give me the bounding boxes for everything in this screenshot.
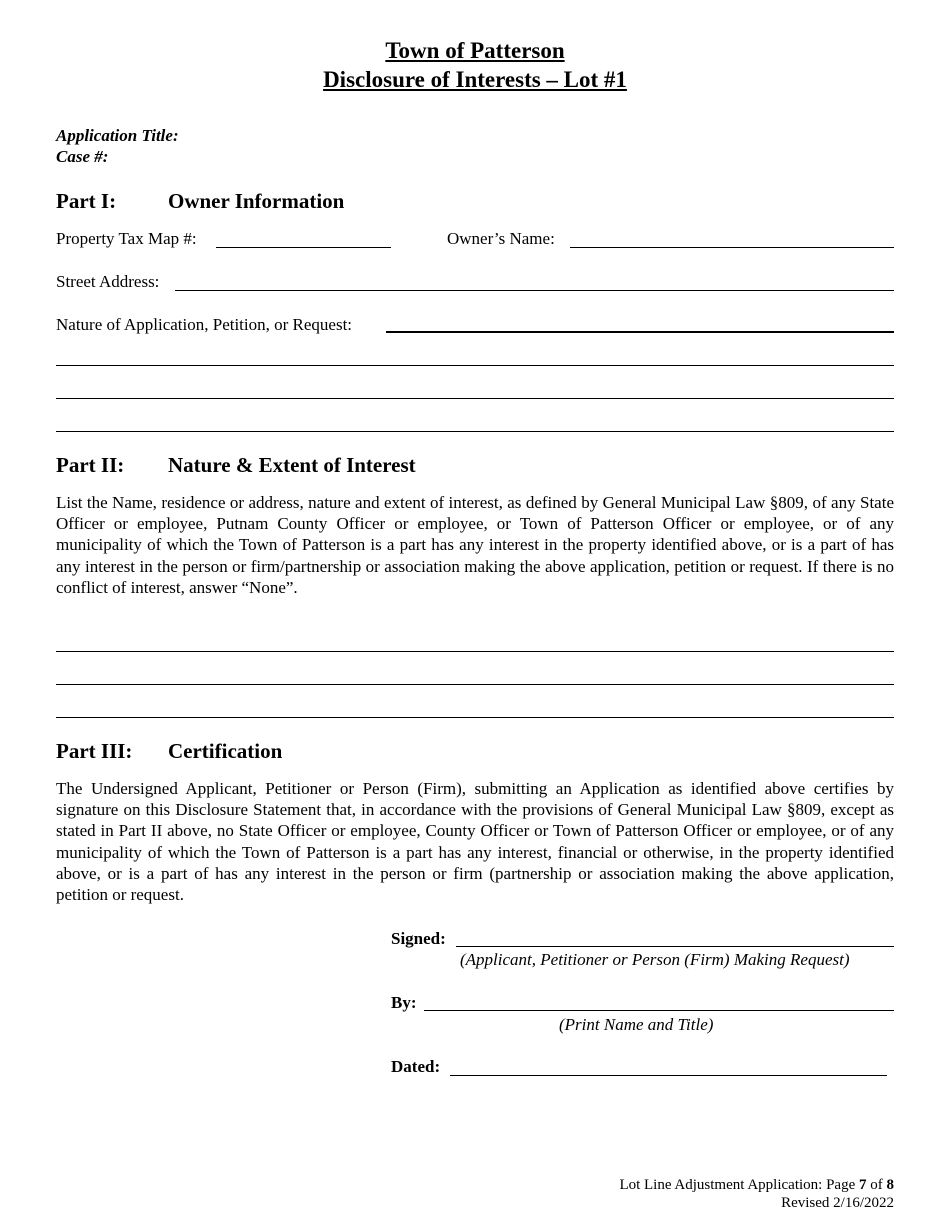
page-footer bbox=[619, 1176, 894, 1212]
nature-line-2[interactable] bbox=[56, 381, 894, 401]
part3-number: Part III: bbox=[56, 739, 133, 763]
signed-field[interactable] bbox=[456, 929, 894, 949]
street-address-label: Street Address: bbox=[56, 272, 160, 291]
page-number bbox=[619, 1176, 894, 1194]
interest-line-3[interactable] bbox=[56, 700, 894, 720]
interest-line-1[interactable] bbox=[56, 634, 894, 654]
page-prefix: Lot Line Adjustment Application: Page bbox=[619, 1177, 859, 1193]
by-label: By: bbox=[391, 993, 417, 1012]
street-address-field[interactable] bbox=[175, 273, 894, 293]
owner-name-label: Owner’s Name: bbox=[447, 229, 555, 248]
revised-date: Revised 2/16/2022 bbox=[781, 1195, 894, 1211]
part1-heading bbox=[56, 189, 456, 214]
case-number-label: Case #: bbox=[56, 147, 109, 166]
page-of: of bbox=[866, 1177, 887, 1193]
by-caption: (Print Name and Title) bbox=[559, 1015, 714, 1034]
town-title-text: Town of Patterson bbox=[385, 38, 565, 63]
nature-of-application-field[interactable] bbox=[386, 315, 894, 335]
part3-statement: The Undersigned Applicant, Petitioner or Person (Firm), submitting an Application as identified above certifies by signature on this Disclosure Statement that, in accordance with the provisions of General Municipal Law §809, except as stated in Part II above, no State Officer or employee, County Officer or Town of Patterson Officer or employee, or of any municipality of which the Town of Patterson is a part has any interest, financial or otherwise, in the property identified above, or is a part of has any interest in the person or firm (partnership or association making the above application, petition or request. bbox=[56, 779, 894, 905]
part2-heading bbox=[56, 453, 556, 478]
part3-name: Certification bbox=[168, 739, 283, 763]
tax-map-label: Property Tax Map #: bbox=[56, 229, 197, 248]
nature-line-3[interactable] bbox=[56, 414, 894, 434]
page-current: 7 bbox=[859, 1177, 867, 1193]
owner-name-field[interactable] bbox=[570, 230, 894, 250]
part2-instructions: List the Name, residence or address, nature and extent of interest, as defined by General Municipal Law §809, of any State Officer or employee, Putnam County Officer or employee, or Town of Patterson Officer or employee, or of any municipality of which the Town of Patterson is a part has any interest in the property identified above, or is a part of has any interest in the person or firm/partnership or association making the above application, petition or request. If there is no conflict of interest, answer “None”. bbox=[56, 493, 894, 597]
signed-caption: (Applicant, Petitioner or Person (Firm) Making Request) bbox=[460, 950, 850, 969]
part2-name: Nature & Extent of Interest bbox=[168, 453, 416, 477]
form-title-text: Disclosure of Interests – Lot #1 bbox=[323, 67, 627, 92]
town-title bbox=[0, 38, 950, 64]
part1-name: Owner Information bbox=[168, 189, 345, 213]
nature-of-application-label: Nature of Application, Petition, or Request: bbox=[56, 315, 353, 334]
by-field[interactable] bbox=[424, 993, 894, 1013]
tax-map-field[interactable] bbox=[216, 230, 391, 250]
form-title bbox=[0, 67, 950, 93]
part3-heading bbox=[56, 739, 556, 764]
dated-label: Dated: bbox=[391, 1057, 441, 1076]
nature-line-1[interactable] bbox=[56, 348, 894, 368]
interest-line-2[interactable] bbox=[56, 667, 894, 687]
part1-number: Part I: bbox=[56, 189, 117, 213]
page-total: 8 bbox=[886, 1177, 894, 1193]
signed-label: Signed: bbox=[391, 929, 446, 948]
application-title-label: Application Title: bbox=[56, 126, 179, 145]
part2-number: Part II: bbox=[56, 453, 125, 477]
dated-field[interactable] bbox=[450, 1057, 887, 1077]
